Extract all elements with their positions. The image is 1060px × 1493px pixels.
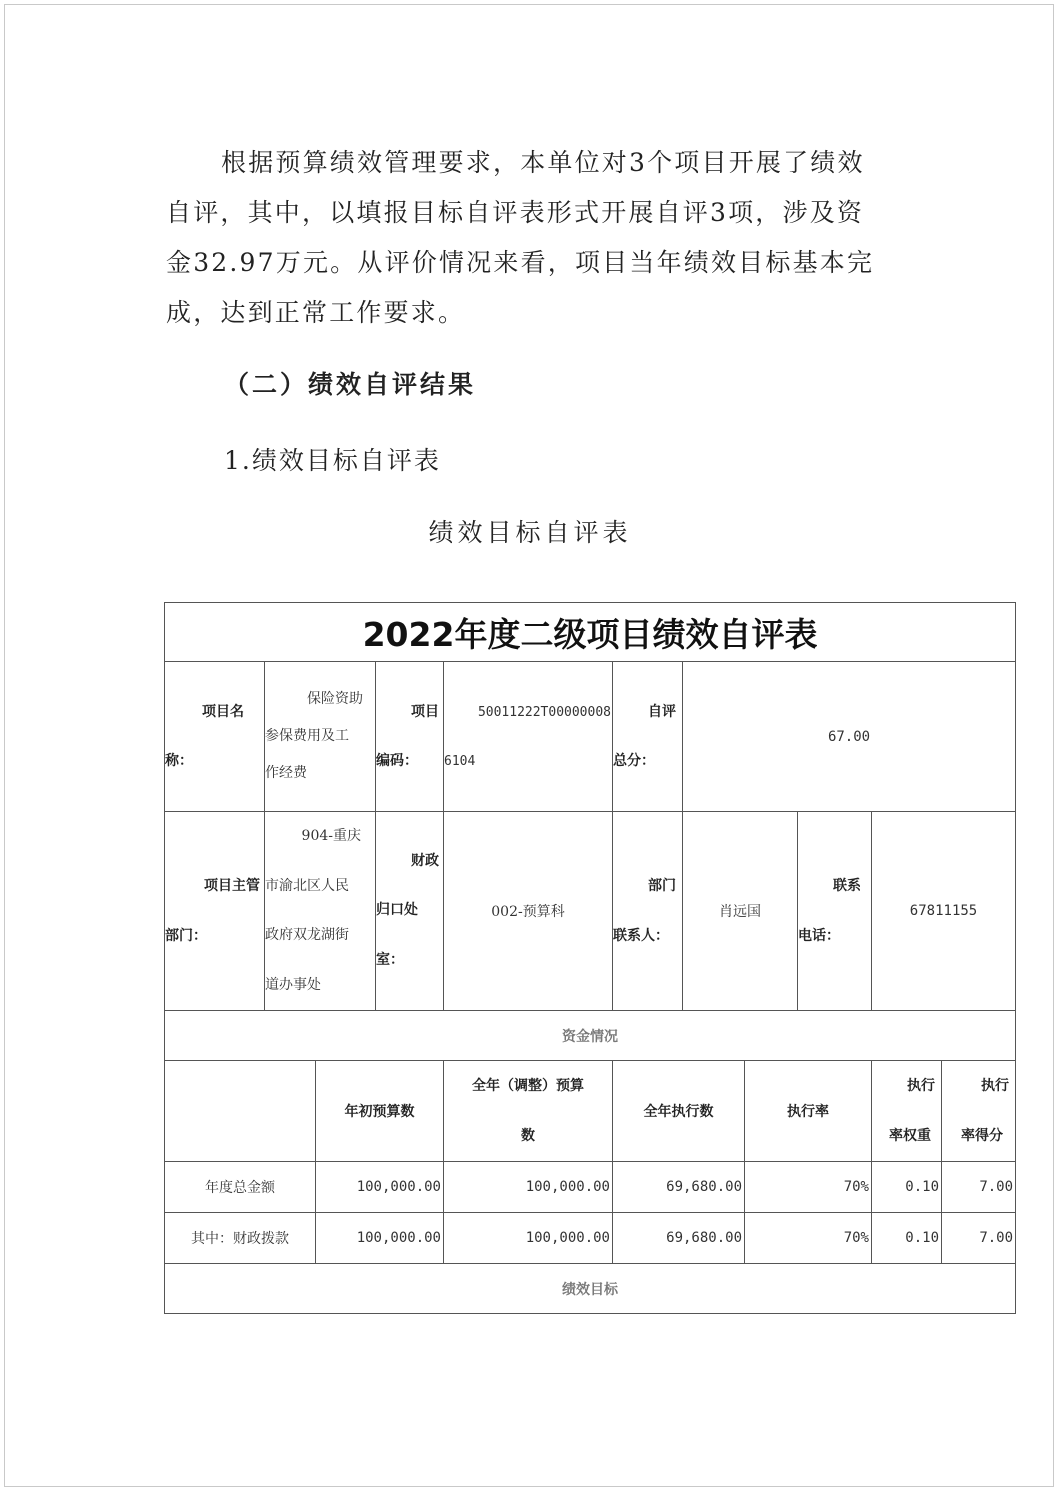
intro-line-2: 自评，其中，以填报目标自评表形式开展自评3项，涉及资 bbox=[166, 198, 865, 227]
exec-rate: 70% bbox=[745, 1162, 872, 1213]
self-score-label: 自评 总分： bbox=[613, 662, 683, 812]
self-score-value: 67.00 bbox=[683, 662, 1016, 812]
subsection-heading: 1.绩效目标自评表 bbox=[224, 446, 441, 475]
rate-weight: 0.10 bbox=[872, 1162, 942, 1213]
phone-value: 67811155 bbox=[872, 812, 1016, 1011]
executed-amount: 69,680.00 bbox=[613, 1213, 745, 1264]
contact-label: 部门 联系人： bbox=[613, 812, 683, 1011]
row-label: 其中：财政拨款 bbox=[165, 1213, 316, 1264]
col-score: 执行 率得分 bbox=[942, 1061, 1016, 1162]
rate-score: 7.00 bbox=[942, 1213, 1016, 1264]
row-label: 年度总金额 bbox=[165, 1162, 316, 1213]
executed-amount: 69,680.00 bbox=[613, 1162, 745, 1213]
finance-office-value: 002-预算科 bbox=[444, 812, 613, 1011]
table-row bbox=[165, 1162, 1016, 1213]
table-caption: 绩效目标自评表 bbox=[428, 518, 632, 547]
adjusted-budget: 100,000.00 bbox=[444, 1213, 613, 1264]
col-executed: 全年执行数 bbox=[613, 1061, 745, 1162]
funding-header-blank bbox=[165, 1061, 316, 1162]
intro-line-1: 根据预算绩效管理要求，本单位对3个项目开展了绩效 bbox=[221, 148, 865, 177]
project-code-label: 项目 编码： bbox=[376, 662, 444, 812]
contact-value: 肖远国 bbox=[683, 812, 798, 1011]
finance-office-label: 财政 归口处 室： bbox=[376, 812, 444, 1011]
rate-score: 7.00 bbox=[942, 1162, 1016, 1213]
col-weight: 执行 率权重 bbox=[872, 1061, 942, 1162]
table-row bbox=[165, 1213, 1016, 1264]
project-name-value: 保险资助 参保费用及工 作经费 bbox=[265, 662, 376, 812]
table-title: 2022年度二级项目绩效自评表 bbox=[165, 603, 1016, 662]
dept-value: 904-重庆 市渝北区人民 政府双龙湖街 道办事处 bbox=[265, 812, 376, 1011]
intro-line-4: 成，达到正常工作要求。 bbox=[166, 298, 466, 327]
initial-budget: 100,000.00 bbox=[316, 1213, 444, 1264]
performance-table bbox=[164, 602, 1016, 1314]
col-adjusted-budget: 全年（调整）预算 数 bbox=[444, 1061, 613, 1162]
dept-label: 项目主管 部门： bbox=[165, 812, 265, 1011]
section-heading: （二）绩效自评结果 bbox=[224, 370, 477, 399]
col-exec-rate: 执行率 bbox=[745, 1061, 872, 1162]
col-initial-budget: 年初预算数 bbox=[316, 1061, 444, 1162]
project-code-value: 50011222T00000008 6104 bbox=[444, 662, 613, 812]
project-name-label: 项目名 称： bbox=[165, 662, 265, 812]
adjusted-budget: 100,000.00 bbox=[444, 1162, 613, 1213]
intro-line-3: 金32.97万元。从评价情况来看，项目当年绩效目标基本完 bbox=[166, 248, 875, 277]
intro-paragraph bbox=[166, 138, 896, 338]
goals-section-header: 绩效目标 bbox=[165, 1264, 1016, 1314]
phone-label: 联系 电话： bbox=[798, 812, 872, 1011]
exec-rate: 70% bbox=[745, 1213, 872, 1264]
funding-section-header: 资金情况 bbox=[165, 1011, 1016, 1061]
initial-budget: 100,000.00 bbox=[316, 1162, 444, 1213]
rate-weight: 0.10 bbox=[872, 1213, 942, 1264]
